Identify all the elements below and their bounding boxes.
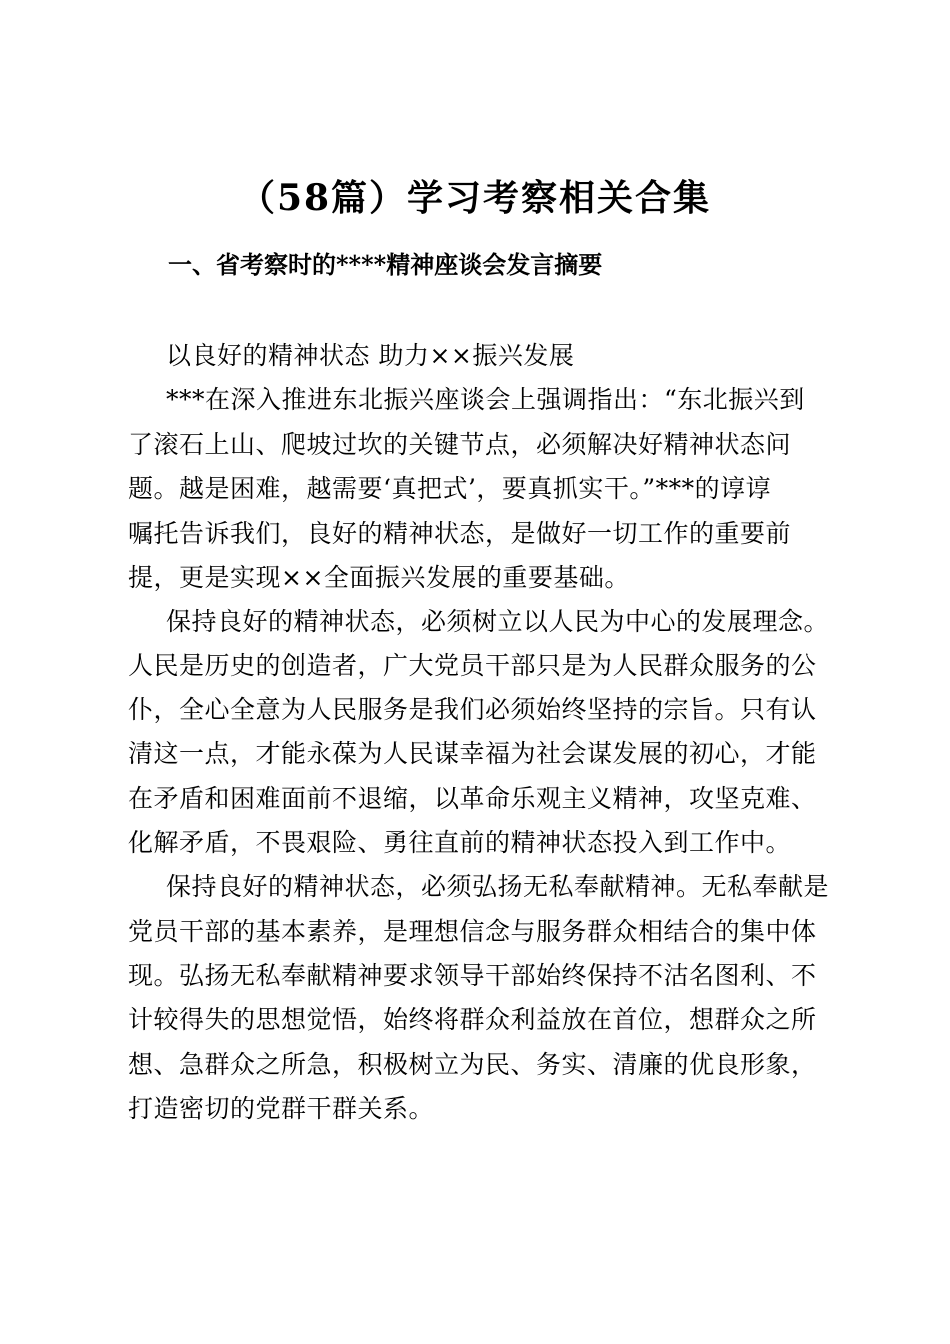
article-subtitle: 以良好的精神状态 助力××振兴发展	[166, 341, 575, 370]
paragraph-line: 提，更是实现××全面振兴发展的重要基础。	[128, 563, 630, 592]
paragraph-line: 仆，全心全意为人民服务是我们必须始终坚持的宗旨。只有认	[128, 695, 817, 724]
paragraph-line: 想、急群众之所急，积极树立为民、务实、清廉的优良形象，	[128, 1050, 817, 1079]
document-title: （58篇）学习考察相关合集	[238, 177, 712, 219]
paragraph-line: 打造密切的党群干群关系。	[128, 1094, 435, 1123]
paragraph-line: 保持良好的精神状态，必须弘扬无私奉献精神。无私奉献是	[166, 872, 830, 901]
paragraph-line: 现。弘扬无私奉献精神要求领导干部始终保持不沽名图利、不	[128, 961, 817, 990]
paragraph-line: 化解矛盾，不畏艰险、勇往直前的精神状态投入到工作中。	[128, 828, 792, 857]
paragraph-line: 保持良好的精神状态，必须树立以人民为中心的发展理念。	[166, 607, 830, 636]
paragraph-line: ***在深入推进东北振兴座谈会上强调指出：“东北振兴到	[166, 385, 805, 414]
paragraph-line: 清这一点，才能永葆为人民谋幸福为社会谋发展的初心，才能	[128, 739, 817, 768]
paragraph-line: 党员干部的基本素养，是理想信念与服务群众相结合的集中体	[128, 917, 817, 946]
paragraph-line: 嘱托告诉我们，良好的精神状态，是做好一切工作的重要前	[128, 519, 792, 548]
paragraph-line: 题。越是困难，越需要‘真把式’，要真抓实干。”***的谆谆	[128, 474, 772, 503]
paragraph-line: 计较得失的思想觉悟，始终将群众利益放在首位，想群众之所	[128, 1005, 817, 1034]
paragraph-line: 在矛盾和困难面前不退缩，以革命乐观主义精神，攻坚克难、	[128, 784, 817, 813]
section-heading: 一、省考察时的****精神座谈会发言摘要	[168, 250, 603, 279]
paragraph-line: 人民是历史的创造者，广大党员干部只是为人民群众服务的公	[128, 651, 817, 680]
paragraph-line: 了滚石上山、爬坡过坎的关键节点，必须解决好精神状态问	[128, 430, 792, 459]
